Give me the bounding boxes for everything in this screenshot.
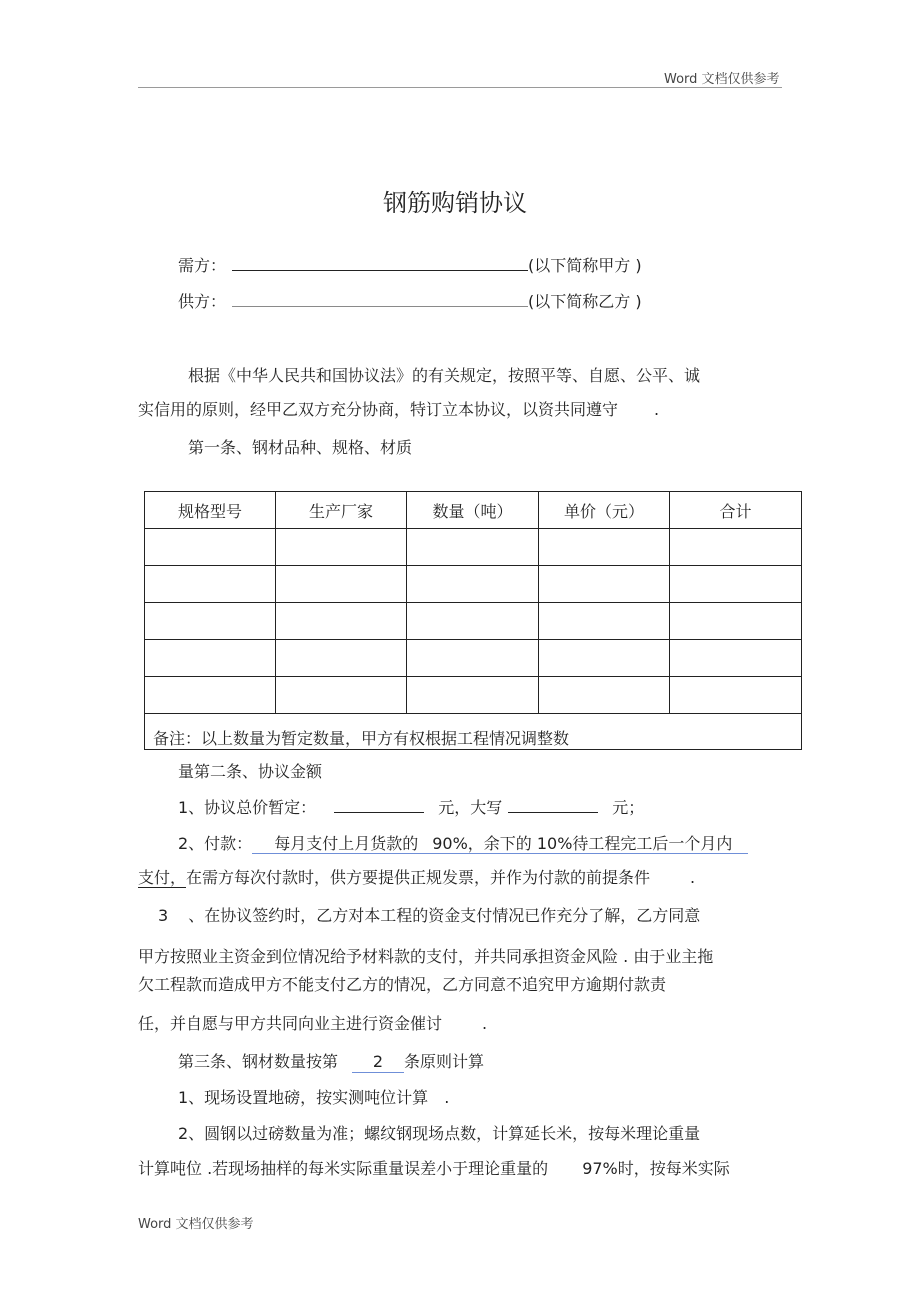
clause-2-1-mid: 元，大写 <box>438 798 503 817</box>
table-row <box>145 566 802 603</box>
party-demand <box>178 256 642 276</box>
table-cell[interactable] <box>407 677 539 714</box>
party-demand-field[interactable] <box>232 256 528 271</box>
table-header-cell: 单价（元） <box>539 492 670 529</box>
clause-3-2-line-2a: 计算吨位 .若现场抽样的每米实际重量误差小于理论重量的 <box>138 1159 549 1178</box>
clause-3-2-line-1: 2、圆钢以过磅数量为准；螺纹钢现场点数，计算延长米，按每米理论重量 <box>178 1124 701 1143</box>
table-cell[interactable] <box>539 529 670 566</box>
article-1-heading: 第一条、钢材品种、规格、材质 <box>188 438 413 457</box>
table-cell[interactable] <box>276 529 407 566</box>
intro-line-1: 根据《中华人民共和国协议法》的有关规定，按照平等、自愿、公平、诚 <box>188 366 701 385</box>
table-header-cell: 规格型号 <box>145 492 276 529</box>
table-row <box>145 529 802 566</box>
party-supply <box>178 292 642 312</box>
intro-line-2 <box>138 400 659 420</box>
clause-2-2-line-2-underlined: 支付， <box>138 868 187 887</box>
article-3-heading <box>178 1052 484 1073</box>
table-cell[interactable] <box>539 677 670 714</box>
clause-2-3-line-2: 甲方按照业主资金到位情况给予材料款的支付，并共同承担资金风险 . 由于业主拖 <box>138 947 714 966</box>
clause-2-2-line-2 <box>138 868 695 888</box>
table-cell[interactable] <box>670 529 802 566</box>
header-rule <box>138 87 782 88</box>
clause-2-2-line-1 <box>178 834 748 854</box>
table-header-cell: 合计 <box>670 492 802 529</box>
table-cell[interactable] <box>145 677 276 714</box>
page-footer: Word 文档仅供参考 <box>138 1217 254 1232</box>
table-cell[interactable] <box>670 566 802 603</box>
table-cell[interactable] <box>145 529 276 566</box>
clause-2-2-u1: 每月支付上月货款的 <box>274 834 419 853</box>
clause-3-2-line-2b: 97%时，按每米实际 <box>582 1159 730 1178</box>
table-row <box>145 640 802 677</box>
clause-3-1-text: 1、现场设置地磅，按实测吨位计算 <box>178 1088 429 1107</box>
table-cell[interactable] <box>670 677 802 714</box>
table-cell[interactable] <box>407 566 539 603</box>
clause-2-2-line-2-end: . <box>690 868 696 887</box>
clause-2-3-line-1 <box>158 906 700 926</box>
clause-3-1-end: . <box>444 1088 450 1107</box>
clause-2-1 <box>178 798 644 818</box>
table-row <box>145 603 802 640</box>
table-cell[interactable] <box>407 640 539 677</box>
table-note-row <box>145 714 802 750</box>
party-demand-suffix: (以下简称甲方 ) <box>528 256 642 275</box>
table-cell[interactable] <box>539 603 670 640</box>
clause-2-2-line-2-rest: 在需方每次付款时，供方要提供正规发票，并作为付款的前提条件 <box>186 868 651 887</box>
table-cell[interactable] <box>276 677 407 714</box>
article-3-suffix: 条原则计算 <box>404 1052 485 1071</box>
table-cell[interactable] <box>276 640 407 677</box>
article-3-num[interactable]: 2 <box>352 1052 404 1073</box>
table-cell[interactable] <box>276 566 407 603</box>
clause-2-2-u2: ，余下的 10%待工程完工后一个月内 <box>467 834 733 853</box>
table-cell[interactable] <box>276 603 407 640</box>
table-cell[interactable] <box>670 603 802 640</box>
table-header-cell: 数量（吨） <box>407 492 539 529</box>
party-demand-label: 需方： <box>178 256 227 275</box>
table-note: 备注：以上数量为暂定数量，甲方有权根据工程情况调整数 <box>145 714 802 750</box>
clause-2-1-prefix: 1、协议总价暂定： <box>178 798 317 817</box>
table-cell[interactable] <box>145 566 276 603</box>
total-amount-field[interactable] <box>334 798 424 813</box>
article-2-heading: 量第二条、协议金额 <box>178 762 323 781</box>
intro-line-2-end: . <box>654 400 660 419</box>
clause-2-3-line-1-text: 、在协议签约时，乙方对本工程的资金支付情况已作充分了解，乙方同意 <box>188 906 701 925</box>
clause-2-3-line-4-text: 任，并自愿与甲方共同向业主进行资金催讨 <box>138 1014 443 1033</box>
party-supply-label: 供方： <box>178 292 227 311</box>
table-cell[interactable] <box>407 529 539 566</box>
party-supply-suffix: (以下简称乙方 ) <box>528 292 642 311</box>
intro-line-2-text: 实信用的原则，经甲乙双方充分协商，特订立本协议，以资共同遵守 <box>138 400 619 419</box>
table-cell[interactable] <box>407 603 539 640</box>
steel-spec-table <box>144 491 802 750</box>
clause-3-2-line-2 <box>138 1159 730 1179</box>
clause-2-2-prefix: 2、付款： <box>178 834 253 853</box>
clause-2-3-num: 3 <box>158 906 169 925</box>
table-cell[interactable] <box>670 640 802 677</box>
clause-2-3-line-4 <box>138 1014 487 1034</box>
clause-3-1 <box>178 1088 449 1108</box>
table-cell[interactable] <box>145 640 276 677</box>
table-header-row <box>145 492 802 529</box>
table-cell[interactable] <box>539 566 670 603</box>
table-header-cell: 生产厂家 <box>276 492 407 529</box>
page-header: Word 文档仅供参考 <box>664 72 780 87</box>
clause-2-1-end: 元； <box>612 798 645 817</box>
clause-2-3-line-4-end: . <box>482 1014 488 1033</box>
table-cell[interactable] <box>145 603 276 640</box>
party-supply-field[interactable] <box>232 292 528 307</box>
table-row <box>145 677 802 714</box>
total-amount-words-field[interactable] <box>508 798 598 813</box>
clause-2-2-underlined <box>252 834 748 854</box>
clause-2-2-pct: 90% <box>432 834 468 853</box>
article-3-prefix: 第三条、钢材数量按第 <box>178 1052 339 1071</box>
document-title: 钢筋购销协议 <box>383 189 527 217</box>
table-cell[interactable] <box>539 640 670 677</box>
clause-2-3-line-3: 欠工程款而造成甲方不能支付乙方的情况，乙方同意不追究甲方逾期付款责 <box>138 975 667 994</box>
